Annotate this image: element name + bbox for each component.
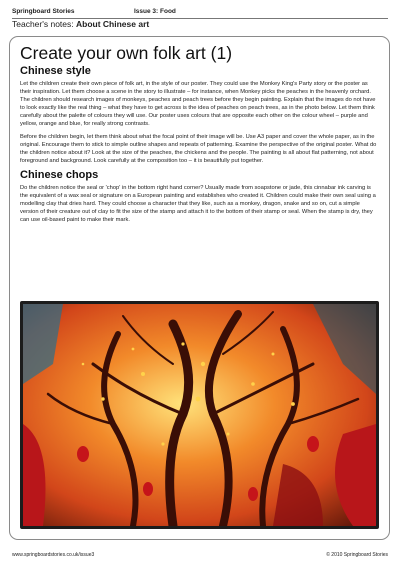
paragraph-focal-point: Before the children begin, let them think about what the focal point of their image will be. Use A3 paper and cover the whole paper, as in the original. Encourage them to stick to simple outline shapes and repeats of patterning. Examine the perspective of the original poster. What do the children notice about it? Look at the size of the peaches, the chickens and the people. The painting is all about flat patterning, not about foreground and background. Look carefully at the composition too – it is beautifully put together. xyxy=(20,133,377,164)
footer-copyright: © 2010 Springboard Stories xyxy=(326,552,388,558)
brand-label: Springboard Stories xyxy=(12,8,75,15)
notes-title: About Chinese art xyxy=(76,19,150,29)
section-heading-chinese-style: Chinese style xyxy=(20,65,91,77)
content-panel xyxy=(9,36,390,540)
peach-tree-photo xyxy=(20,301,379,529)
paragraph-chops: Do the children notice the seal or 'chop' in the bottom right hand corner? Usually made from soapstone or jade, this cinnabar ink carving is the equivalent of a wax seal or signature on a European painting and establishes who created it. Children could make their own seal using a modelling clay that dries hard. They could choose a character that they like, such as a monkey, dragon, snake and so on, cut a simple version of their creature out of clay to fit the size of the stamp and attach it to the bottom of their stamp or seal. When the stamp is dry, they can use oil-based paint to make their mark. xyxy=(20,184,376,224)
peach-tree-illustration xyxy=(23,304,376,526)
top-bar xyxy=(12,6,388,18)
notes-prefix: Teacher's notes: xyxy=(12,19,74,29)
section-heading-chinese-chops: Chinese chops xyxy=(20,168,99,181)
page-title: Create your own folk art (1) xyxy=(20,43,233,63)
paragraph-folk-art: Let the children create their own piece of folk art, in the style of our poster. They could use the Monkey King's Party story or the poster as their inspiration. Let them choose a scene in the story to illustrate – for instance, when Monkey picks the peaches in the heavenly orchard. The children should research images of monkeys, peaches and peach trees before they begin painting. Explain that the images do not have to look exactly like the real thing – what they have to get across is the idea of peaches on peach trees, as in the photo below. Let them think carefully about the palette of colours they will use. Our poster uses colours that are opposite each other on the colour wheel – purple and yellow, orange and blue, for really strong contrasts. xyxy=(20,81,376,128)
issue-label: Issue 3: Food xyxy=(134,8,176,15)
footer-url[interactable]: www.springboardstories.co.uk/issue3 xyxy=(12,552,95,558)
teachers-notes-line xyxy=(12,19,149,29)
